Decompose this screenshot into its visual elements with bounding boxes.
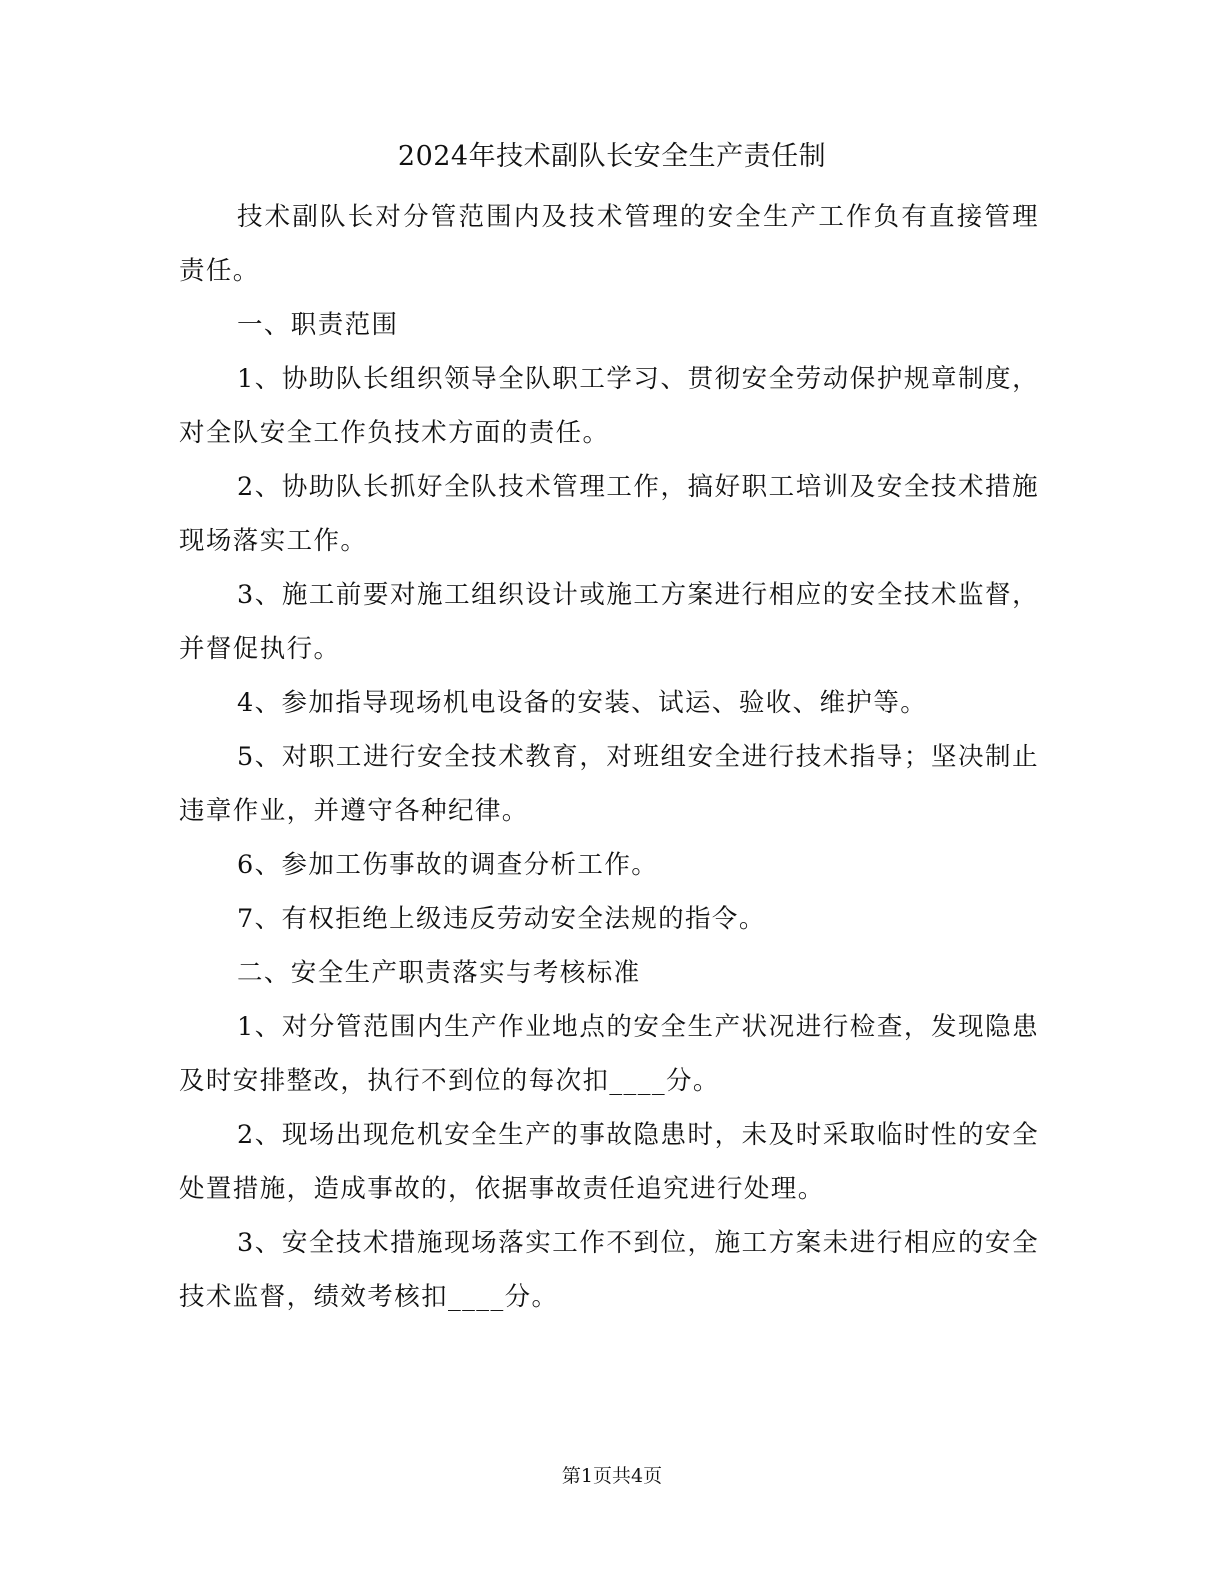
standard-item-2: 2、现场出现危机安全生产的事故隐患时，未及时采取临时性的安全处置措施，造成事故的，依据事故责任追究进行处理。 xyxy=(179,1120,1039,1204)
standard-item-1: 1、对分管范围内生产作业地点的安全生产状况进行检查，发现隐患及时安排整改，执行不到位的每次扣____分。 xyxy=(179,1012,1039,1096)
scope-item-6: 6、参加工伤事故的调查分析工作。 xyxy=(237,850,659,880)
page-number-footer: 第1页共4页 xyxy=(561,1465,663,1487)
document-title: 2024年技术副队长安全生产责任制 xyxy=(397,141,827,172)
scope-item-5: 5、对职工进行安全技术教育，对班组安全进行技术指导；坚决制止违章作业，并遵守各种纪律。 xyxy=(179,742,1039,826)
standard-item-3: 3、安全技术措施现场落实工作不到位，施工方案未进行相应的安全技术监督，绩效考核扣____分。 xyxy=(179,1228,1039,1312)
scope-item-4: 4、参加指导现场机电设备的安装、试运、验收、维护等。 xyxy=(237,688,928,718)
intro-paragraph: 技术副队长对分管范围内及技术管理的安全生产工作负有直接管理责任。 xyxy=(179,202,1039,286)
scope-item-3: 3、施工前要对施工组织设计或施工方案进行相应的安全技术监督，并督促执行。 xyxy=(179,580,1039,664)
section-heading-standards: 二、安全生产职责落实与考核标准 xyxy=(237,958,641,988)
scope-item-7: 7、有权拒绝上级违反劳动安全法规的指令。 xyxy=(237,904,766,934)
scope-item-2: 2、协助队长抓好全队技术管理工作，搞好职工培训及安全技术措施现场落实工作。 xyxy=(179,472,1039,556)
section-heading-scope: 一、职责范围 xyxy=(237,310,399,340)
scope-item-1: 1、协助队长组织领导全队职工学习、贯彻安全劳动保护规章制度，对全队安全工作负技术方面的责任。 xyxy=(179,364,1039,448)
document-body xyxy=(179,190,1039,1324)
